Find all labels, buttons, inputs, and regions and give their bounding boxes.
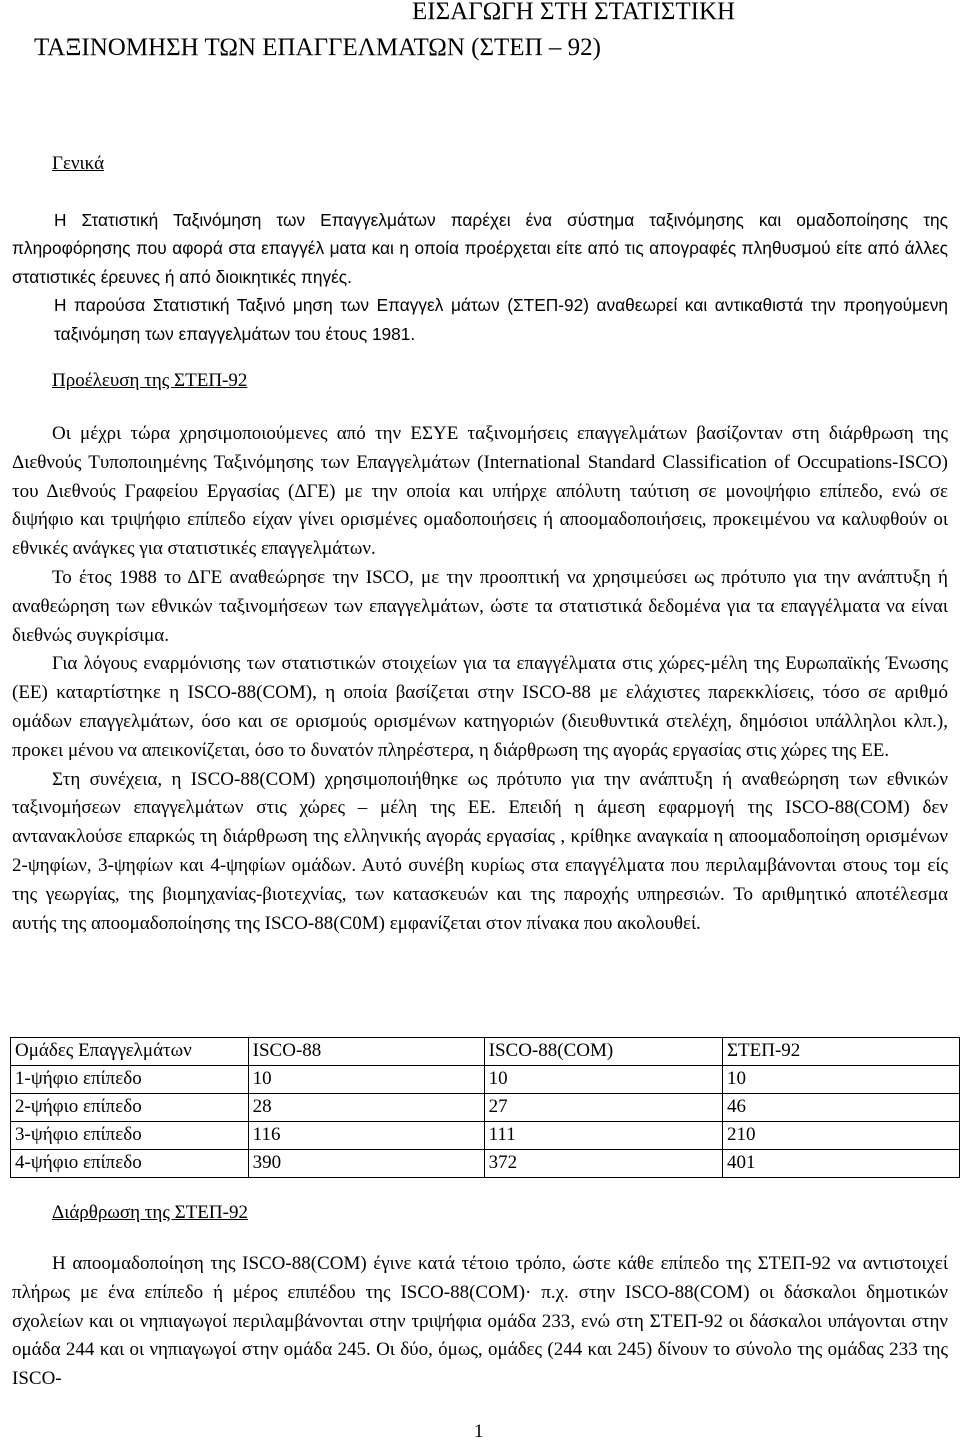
paragraph: Η αποομαδοποίηση της ISCO-88(COM) έγινε κατά τέτοιο τρόπο, ώστε κάθε επίπεδο της ΣΤΕΠ-92 να αντιστοιχεί πλήρως με ένα επίπεδο ή μέρος επιπέδου της ISCO-88(COM)· π.χ. στην ISCO-88(COM) οι δάσκαλοι δημοτικών σχολείων και οι νηπιαγωγοί περιλαμβάνονται στην τριψήφια ομάδα 233, ενώ στη ΣΤΕΠ-92 οι δάσκαλοι υπάγονται στην ομάδα 244 και οι νηπιαγωγοί στην ομάδα 245. Οι δύο, όμως, ομάδες (244 και 245) δίνουν το σύνολο της ομάδας 233 της ISCO- [12, 1253, 948, 1390]
table-row [11, 1094, 960, 1122]
paragraph: Στη συνέχεια, η ISCO-88(COM) χρησιμοποιήθηκε ως πρότυπο για την ανάπτυξη ή αναθεώρηση των εθνικών ταξινομήσεων επαγγελμάτων στις χώρες – μέλη της ΕΕ. Επειδή η άμεση εφαρμογή της ISCO-88(COM) δεν αντανακλούσε επαρκώς τη διάρθρωση της ελληνικής αγοράς εργασίας , κρίθηκε αναγκαία η αποομαδοποίηση ορισμένων 2-ψηφίων, 3-ψηφίων και 4-ψηφίων ομάδων. Αυτό συνέβη κυρίως στα επαγγέλματα που περιλαμβάνονται στους τομ είς της γεωργίας, της βιομηχανίας-βιοτεχνίας, των κατασκευών και της παροχής υπηρεσιών. Το αριθμητικό αποτέλεσμα αυτής της αποομαδοποίησης της ISCO-88(C0M) εμφανίζεται στον πίνακα που ακολουθεί. [12, 768, 948, 934]
table-cell: 46 [722, 1094, 959, 1122]
table-header-cell: Ομάδες Επαγγελμάτων [11, 1038, 249, 1066]
section-heading-origin: Προέλευση της ΣΤΕΠ-92 [52, 370, 248, 391]
table-cell: 390 [248, 1150, 484, 1178]
table-row [11, 1066, 960, 1094]
table-cell: 3-ψήφιο επίπεδο [11, 1122, 249, 1150]
table-header-cell: ΣΤΕΠ-92 [722, 1038, 959, 1066]
paragraph: Για λόγους εναρμόνισης των στατιστικών στοιχείων για τα επαγγέλματα στις χώρες-μέλη της Ευρωπαϊκής Ένωσης (ΕΕ) καταρτίστηκε η ISCO-88(COM), η οποία βασίζεται στην ISCO-88 με ελάχιστες παρεκκλίσεις, τόσο σε αριθμό ομάδων επαγγελμάτων, όσο και σε ορισμούς ορισμένων κατηγοριών (διευθυντικά στελέχη, δημόσιοι υπάλληλοι κλπ.), προκει μένου να απεικονίζεται, όσο το δυνατόν πληρέστερα, η διάρθρωση της αγοράς εργασίας στις χώρες της ΕΕ. [12, 653, 948, 761]
table-header-cell: ISCO-88(COM) [484, 1038, 722, 1066]
table-header-cell: ISCO-88 [248, 1038, 484, 1066]
section-origin-body [12, 420, 948, 938]
paragraph: Οι μέχρι τώρα χρησιμοποιούμενες από την ΕΣΥΕ ταξινομήσεις επαγγελμάτων βασίζονταν στη διάρθρωση της Διεθνούς Τυποποιημένης Ταξινόμησης των Επαγγελμάτων (International Standard Classification of Occupations-ISCO) του Διεθνούς Γραφείου Εργασίας (ΔΓΕ) με την οποία και υπήρχε απόλυτη ταύτιση σε μονοψήφιο επίπεδο, ενώ σε διψήφιο και τριψήφιο επίπεδο είχαν γίνει ορισμένες ομαδοποιήσεις ή αποομαδοποιήσεις, προκειμένου να καλυφθούν οι εθνικές ανάγκες για στατιστικές επαγγελμάτων. [12, 423, 948, 560]
table-cell: 2-ψήφιο επίπεδο [11, 1094, 249, 1122]
page-number: 1 [474, 1421, 484, 1442]
section-heading-general: Γενικά [52, 153, 105, 174]
table-cell: 28 [248, 1094, 484, 1122]
section-structure-body [12, 1250, 948, 1394]
table-cell: 210 [722, 1122, 959, 1150]
table-row [11, 1150, 960, 1178]
paragraph: Η Στατιστική Ταξινόμηση των Επαγγελμάτων παρέχει ένα σύστημα ταξινόμησης και ομαδοποίησης της πληροφόρησης που αφορά στα επαγγέλ ματα και η οποία προέρχεται είτε από τις απογραφές πληθυσμού είτε από άλλες στατιστικές έρευνες ή από διοικητικές πηγές. [12, 210, 948, 287]
table-cell: 1-ψήφιο επίπεδο [11, 1066, 249, 1094]
document-title-line-2: ΤΑΞΙΝΟΜΗΣΗ ΤΩΝ ΕΠΑΓΓΕΛΜΑΤΩΝ (ΣΤΕΠ – 92) [34, 34, 601, 61]
table-cell: 111 [484, 1122, 722, 1150]
table-row [11, 1122, 960, 1150]
table-cell: 10 [722, 1066, 959, 1094]
table-cell: 116 [248, 1122, 484, 1150]
table-cell: 10 [484, 1066, 722, 1094]
table-cell: 4-ψήφιο επίπεδο [11, 1150, 249, 1178]
table-cell: 27 [484, 1094, 722, 1122]
table-cell: 401 [722, 1150, 959, 1178]
table-header-row [11, 1038, 960, 1066]
paragraph: Η παρούσα Στατιστική Ταξινό μηση των Επαγγελ μάτων (ΣΤΕΠ-92) αναθεωρεί και αντικαθιστά την προηγούμενη ταξινόμηση των επαγγελμάτων του έτους 1981. [54, 295, 948, 344]
section-heading-structure: Διάρθρωση της ΣΤΕΠ-92 [52, 1202, 248, 1223]
table-cell: 10 [248, 1066, 484, 1094]
table-cell: 372 [484, 1150, 722, 1178]
paragraph: Το έτος 1988 το ΔΓΕ αναθεώρησε την ISCO, με την προοπτική να χρησιμεύσει ως πρότυπο για την ανάπτυξη ή αναθεώρηση των εθνικών ταξινομήσεων των επαγγελμάτων, ώστε τα στατιστικά δεδομένα για τα επαγγέλματα να είναι διεθνώς συγκρίσιμα. [12, 566, 948, 646]
classification-table [10, 1037, 960, 1178]
section-general-body [12, 206, 948, 348]
document-title-line-1: ΕΙΣΑΓΩΓΗ ΣΤΗ ΣΤΑΤΙΣΤΙΚΗ [412, 0, 736, 25]
